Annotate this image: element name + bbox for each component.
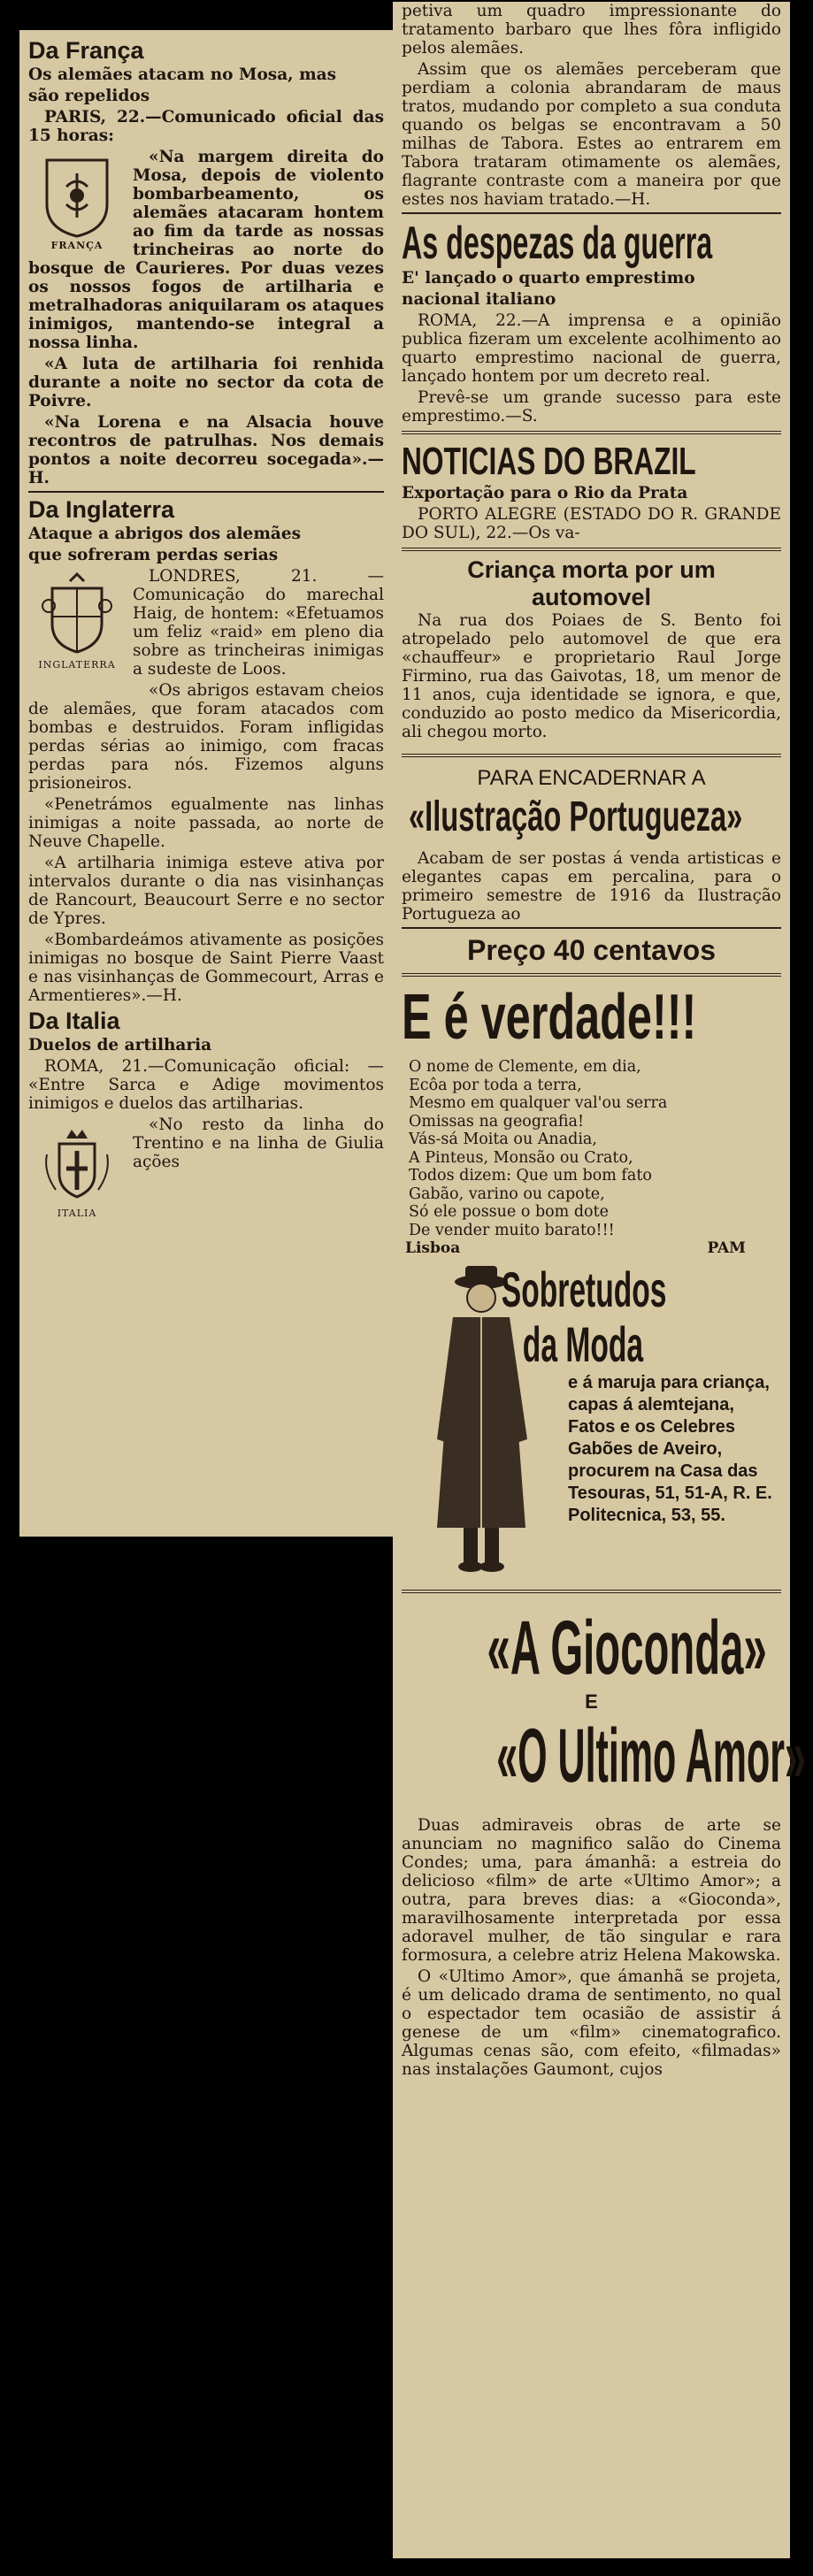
despezas-heading: As despezas da guerra	[402, 218, 713, 269]
inglaterra-paragraph-1: «Os abrigos estavam cheios de alemães, que foram atacados com bombas e destruidos. Foram infligidas perdas sérias ao inimigo, com fracas perdas para nós. Fizemos alguns prisioneiros.	[28, 681, 384, 793]
ilustracao-title: «Ilustração Portugueza»	[409, 794, 743, 840]
ilustracao-body: Acabam de ser postas á venda artisticas e elegantes capas em percalina, para o primeiro semestre de 1916 da Ilustração Portugueza ao	[402, 849, 781, 924]
top-fragment-paragraph-1: Assim que os alemães perceberam que perdiam a colonia abrandaram de maus tratos, mudando por completo a sua conduta quando os belgas se encontravam a 50 milhas de Tabora. Estes ao entrarem em Tabora trataram otimamente os alemães, flagrante contraste com a maneira por que estes nos haviam tratado.—H.	[402, 60, 781, 209]
england-crest-icon	[40, 571, 114, 659]
italia-paragraph-1: «No resto da linha do Trentino e na linha de Giulia ações	[133, 1116, 384, 1171]
crianca-heading-1: Criança morta por um	[467, 556, 716, 583]
italia-dateline: ROMA, 21.—Comunicação oficial: — «Entre Sarca e Adige movimentos inimigos e duelos das artilharias.	[28, 1057, 384, 1113]
verdade-verse-10: De vender muito barato!!!	[409, 1221, 615, 1239]
franca-dateline: PARIS, 22.—Comunicado oficial das 15 horas:	[28, 108, 384, 145]
france-emblem	[28, 151, 126, 257]
franca-paragraph-1: «Na margem direita do Mosa, depois de violento bombarbeamento, os alemães atacaram hontem ao fim da tarde as nossas trincheiras ao norte do bosque de Caurieres. Por duas vezes os nossos fogos de artilharia e metralhadoras aniquilaram os ataques inimigos, mantendo-se integral a nossa linha.	[28, 148, 384, 352]
inglaterra-paragraph-4: «Bombardeámos ativamente as posições inimigas no bosque de Saint Pierre Vaast e nas visinhanças de Gommecourt, Arras e Armentieres».—H.	[28, 931, 384, 1005]
inglaterra-subhead-1: Ataque a abrigos dos alemães	[28, 525, 302, 543]
verdade-signature: PAM	[707, 1239, 746, 1257]
left-column	[19, 30, 393, 1537]
verdade-verse-7: Todos dizem: Que um bom fato	[409, 1167, 652, 1184]
brazil-subhead: Exportação para o Rio da Prata	[402, 484, 688, 502]
inglaterra-subhead-2: que sofreram perdas serias	[28, 546, 279, 564]
italy-emblem	[28, 1119, 126, 1223]
verdade-title: E é verdade!!!	[402, 982, 697, 1053]
verdade-place: Lisboa	[405, 1239, 461, 1257]
sobretudos-body: e á maruja para criança, capas á alemtejana, Fatos e os Celebres Gabões de Aveiro, procurem na Casa das Tesouras, 51, 51-A, R. E. Politecnica, 53, 55.	[568, 1373, 772, 1525]
verdade-verse-3: Mesmo em qualquer val'ou serra	[409, 1094, 668, 1112]
ultimo-amor-title: «O Ultimo Amor»	[496, 1714, 806, 1798]
inglaterra-paragraph-2: «Penetrámos egualmente nas linhas inimigas a noite passada, ao norte de Neuve Chapelle.	[28, 795, 384, 851]
england-emblem-label: INGLATERRA	[38, 659, 116, 671]
verdade-verse-1: O nome de Clemente, em dia,	[409, 1058, 641, 1076]
ilustracao-price: Preço 40 centavos	[466, 934, 717, 966]
crianca-paragraph-1: Na rua dos Poiaes de S. Bento foi atropelado pelo automovel de que era «chauffeur» e proprietario Raul Jorge Firmino, rua das Gaivotas, 18, um menor de 11 anos, cuja identidade se ignora, e que, conduzido ao posto medico da Misericordia, ali chegou morto.	[402, 611, 781, 741]
verdade-verse-4: Omissas na geografia!	[409, 1112, 584, 1131]
verdade-verse-6: A Pinteus, Monsão ou Crato,	[409, 1148, 633, 1167]
inglaterra-paragraph-3: «A artilharia inimiga esteve ativa por intervalos durante o dia nas visinhanças de Rancourt, Beaucourt Serre e no sector de Ypres.	[28, 854, 384, 928]
england-emblem	[28, 571, 126, 686]
despezas-paragraph-1: ROMA, 22.—A imprensa e a opinião publica fizeram um excelente acolhimento ao quarto emprestimo nacional de guerra, lançado hontem por um decreto real.	[402, 311, 781, 386]
despezas-subhead-1: E' lançado o quarto emprestimo	[402, 269, 695, 288]
brazil-heading: NOTICIAS DO BRAZIL	[402, 440, 696, 483]
gioconda-title: «A Gioconda»	[487, 1606, 767, 1690]
gioconda-connector: E	[585, 1690, 598, 1713]
france-crest-icon	[40, 151, 114, 240]
franca-subhead-1: Os alemães atacam no Mosa, mas	[28, 65, 337, 84]
franca-subhead-2: são repelidos	[28, 87, 150, 105]
ilustracao-line1: PARA ENCADERNAR A	[477, 766, 706, 790]
despezas-paragraph-2: Prevê-se um grande sucesso para este emprestimo.—S.	[402, 388, 781, 426]
right-column	[393, 2, 806, 2558]
gioconda-paragraph-2: O «Ultimo Amor», que ámanhã se projeta, é um delicado drama de sentimento, no qual o espectador tem ocasião de assistir á genese de um «film» cinematografico. Algumas cenas são, com efeito, «filmadas» nas instalações Gaumont, cujos	[402, 1967, 781, 2079]
verdade-verse-9: Só ele possue o bom dote	[409, 1203, 609, 1221]
sobretudos-title-2: da Moda	[522, 1316, 644, 1372]
italy-crest-icon	[40, 1119, 114, 1208]
inglaterra-heading: Da Inglaterra	[28, 496, 175, 523]
gioconda-paragraph-1: Duas admiraveis obras de arte se anunciam no magnifico salão do Cinema Condes; uma, para ámanhã: a estreia do delicioso «film» de arte «Ultimo Amor»; a outra, para breves dias: a «Gioconda», maravilhosamente interpretada por essa adoravel mulher, de tão singular e rara formosura, a celebre atriz Helena Makowska.	[402, 1816, 781, 1965]
sobretudos-ad	[402, 1262, 781, 1581]
top-fragment-paragraph-0: petiva um quadro impressionante do tratamento barbaro que lhes fôra infligido pelos alemães.	[402, 2, 781, 58]
franca-paragraph-3: «Na Lorena e na Alsacia houve recontros de patrulhas. Nos demais pontos a noite decorreu socegada».—H.	[28, 413, 384, 487]
verdade-verse-5: Vás-sá Moita ou Anadia,	[409, 1131, 597, 1148]
verdade-verse-8: Gabão, varino ou capote,	[409, 1184, 605, 1203]
france-emblem-label: FRANÇA	[50, 240, 104, 251]
verdade-verse-2: Ecôa por toda a terra,	[409, 1076, 582, 1094]
sobretudos-title-1: Sobretudos	[501, 1262, 667, 1317]
inglaterra-dateline: LONDRES, 21. — Comunicação do marechal Haig, de hontem: «Efetuamos um feliz «raid» em pleno dia sobre as trincheiras inimigas a sudeste de Loos.	[133, 567, 384, 678]
italia-subhead: Duelos de artilharia	[28, 1036, 212, 1054]
despezas-subhead-2: nacional italiano	[402, 290, 556, 309]
franca-heading: Da França	[28, 37, 144, 64]
franca-paragraph-2: «A luta de artilharia foi renhida durante a noite no sector da cota de Poivre.	[28, 355, 384, 410]
crianca-heading-2: automovel	[531, 584, 652, 610]
italia-heading: Da Italia	[28, 1008, 120, 1034]
brazil-paragraph-1: PORTO ALEGRE (ESTADO DO R. GRANDE DO SUL), 22.—Os va-	[402, 505, 781, 542]
italy-emblem-label: ITALIA	[57, 1208, 97, 1219]
